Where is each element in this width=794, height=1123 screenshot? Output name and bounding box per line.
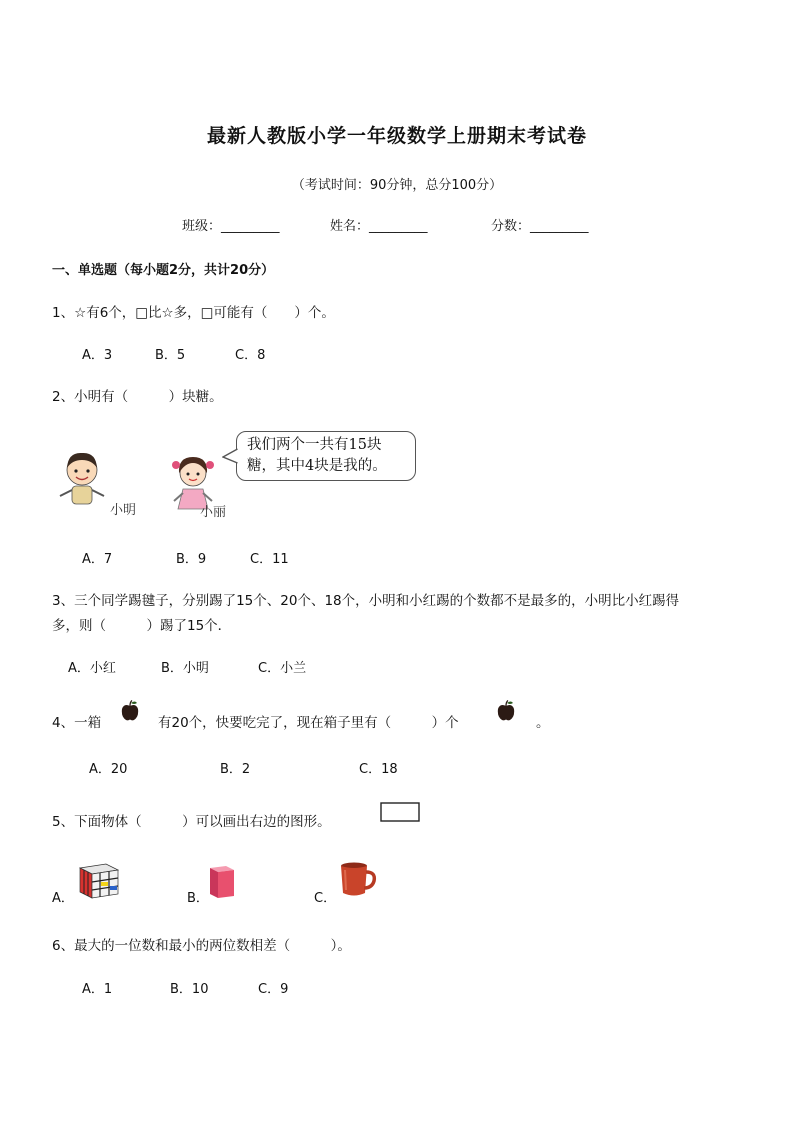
bubble-line-2: 糖，其中4块是我的。 xyxy=(247,458,387,474)
q4-option-a: A．20 xyxy=(89,762,128,777)
question-5: 5、下面物体（ ）可以画出右边的图形。 xyxy=(52,814,331,830)
name-field: 姓名：_________ xyxy=(330,219,428,234)
bubble-tail xyxy=(222,447,238,467)
apple-icon-2 xyxy=(496,700,516,722)
speech-bubble xyxy=(236,431,416,481)
question-2: 2、小明有（ ）块糖。 xyxy=(52,389,223,405)
q2-option-a: A．7 xyxy=(82,552,113,567)
question-6: 6、最大的一位数和最小的两位数相差（ ）。 xyxy=(52,938,351,954)
q3-option-c: C．小兰 xyxy=(258,661,307,676)
boy-name: 小明 xyxy=(110,503,137,518)
q3-option-a: A．小红 xyxy=(68,661,116,676)
q5-option-b: B． xyxy=(187,891,209,906)
q1-option-c: C．8 xyxy=(235,348,266,363)
question-3-line-2: 多，则（ ）踢了15个． xyxy=(52,618,232,634)
q4-option-c: C．18 xyxy=(359,762,398,777)
q6-option-a: A．1 xyxy=(82,982,113,997)
rectangle-shape-icon xyxy=(380,802,422,824)
page-title: 最新人教版小学一年级数学上册期末考试卷 xyxy=(206,125,587,147)
score-field: 分数：_________ xyxy=(491,219,589,234)
q1-option-a: A．3 xyxy=(82,348,113,363)
pink-box-icon xyxy=(206,862,238,900)
question-1: 1、☆有6个，□比☆多，□可能有（ ）个。 xyxy=(52,305,335,321)
question-4-part-b: 有20个，快要吃完了，现在箱子里有（ ）个 xyxy=(158,715,459,731)
red-mug-icon xyxy=(336,860,378,900)
q1-option-b: B．5 xyxy=(155,348,186,363)
question-3-line-1: 3、三个同学踢毽子，分别踢了15个、20个、18个，小明和小红踢的个数都不是最多的，小明比小红踢得 xyxy=(52,593,680,609)
q2-option-c: C．11 xyxy=(250,552,289,567)
q6-option-b: B．10 xyxy=(170,982,209,997)
q6-option-c: C．9 xyxy=(258,982,289,997)
exam-info: （考试时间：90分钟，总分100分） xyxy=(291,178,503,193)
apple-icon xyxy=(120,700,140,722)
q4-option-b: B．2 xyxy=(220,762,251,777)
bubble-line-1: 我们两个一共有15块 xyxy=(247,437,382,453)
boy-cartoon-icon xyxy=(54,446,110,508)
section-heading: 一、单选题（每小题2分，共计20分） xyxy=(52,263,275,278)
q3-option-b: B．小明 xyxy=(161,661,209,676)
q5-option-a: A． xyxy=(52,891,74,906)
girl-name: 小丽 xyxy=(200,505,227,520)
q5-option-c: C． xyxy=(314,891,337,906)
rubiks-cube-icon xyxy=(76,860,122,900)
q2-option-b: B．9 xyxy=(176,552,207,567)
question-4-part-c: 。 xyxy=(536,715,550,731)
class-field: 班级：_________ xyxy=(182,219,280,234)
question-4-part-a: 4、一箱 xyxy=(52,715,102,731)
